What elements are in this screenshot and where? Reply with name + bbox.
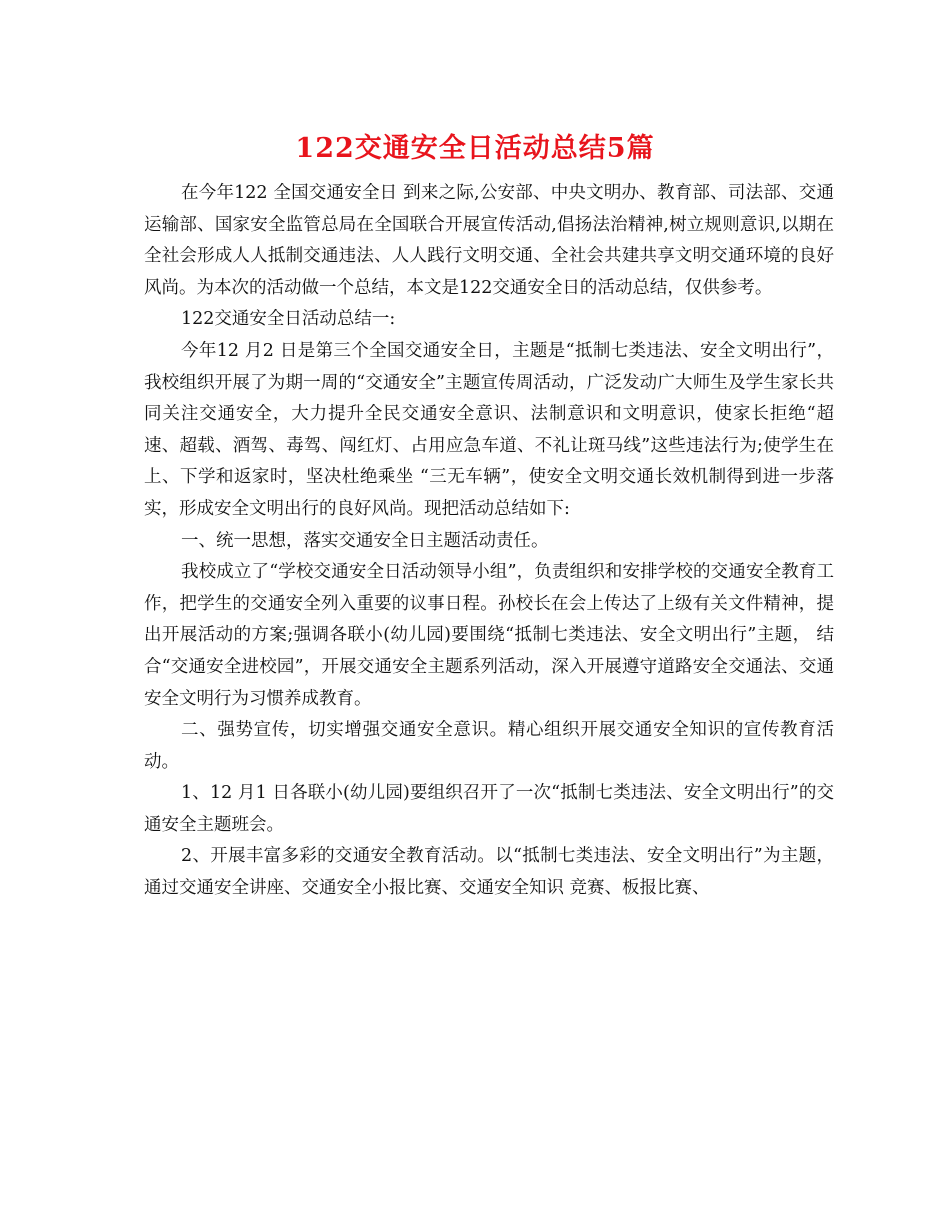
paragraph-item-one: 1、12 月1 日各联小(幼儿园)要组织召开了一次“抵制七类违法、安全文明出行”的交通安全主题班会。 xyxy=(144,783,834,835)
paragraph-item-two: 2、开展丰富多彩的交通安全教育活动。以“抵制七类违法、安全文明出行”为主题，通过交通安全讲座、交通安全小报比赛、交通安全知识 竞赛、板报比赛、 xyxy=(144,846,834,899)
paragraph-section-two-heading: 二、强势宣传，切实增强交通安全意识。精心组织开展交通安全知识的宣传教育活动。 xyxy=(144,720,834,772)
document-body xyxy=(144,178,834,905)
paragraph-summary-heading: 122交通安全日活动总结一: xyxy=(181,309,396,330)
paragraph-intro: 在今年122 全国交通安全日 到来之际,公安部、中央文明办、教育部、司法部、交通运输部、国家安全监管总局在全国联合开展宣传活动,倡扬法治精神,树立规则意识,以期在全社会形成人人抵制交通违法、人人践行文明交通、全社会共建共享文明交通环境的良好风尚。为本次的活动做一个总结，本文是122交通安全日的活动总结，仅供参考。 xyxy=(144,183,834,298)
paragraph-summary-overview: 今年12 月2 日是第三个全国交通安全日，主题是“抵制七类违法、安全文明出行”，我校组织开展了为期一周的“交通安全”主题宣传周活动，广泛发动广大师生及学生家长共同关注交通安全，大力提升全民交通安全意识、法制意识和文明意识，使家长拒绝“超速、超载、酒驾、毒驾、闯红灯、占用应急车道、不礼让斑马线”这些违法行为;使学生在上、下学和返家时，坚决杜绝乘坐 “三无车辆”，使安全文明交通长效机制得到进一步落实，形成安全文明出行的良好风尚。现把活动总结如下: xyxy=(144,340,834,519)
paragraph-section-one-heading: 一、统一思想，落实交通安全日主题活动责任。 xyxy=(181,530,549,551)
document-title: 122交通安全日活动总结5篇 xyxy=(295,133,655,164)
paragraph-section-one-body: 我校成立了“学校交通安全日活动领导小组”，负责组织和安排学校的交通安全教育工作，把学生的交通安全列入重要的议事日程。孙校长在会上传达了上级有关文件精神，提出开展活动的方案;强调各联小(幼儿园)要围绕“抵制七类违法、安全文明出行”主题， 结合“交通安全进校园”，开展交通安全主题系列活动，深入开展遵守道路安全交通法、交通安全文明行为习惯养成教育。 xyxy=(144,562,834,709)
